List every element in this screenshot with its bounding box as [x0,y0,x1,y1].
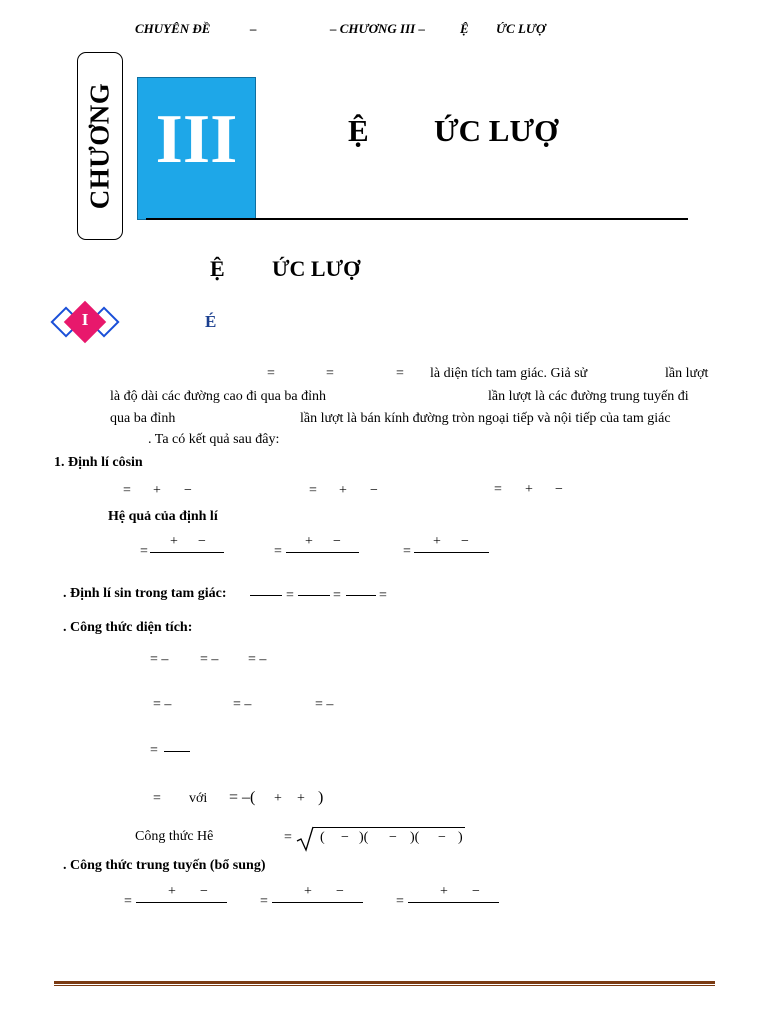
corollary-1-plus: + [170,534,178,549]
area-row2-c: = – [315,697,334,712]
chapter-title-underline [146,218,688,220]
intro-eq-2: = [326,366,334,381]
area-row3-eq: = [150,743,158,758]
intro-line2-a: là độ dài các đường cao đi qua ba đỉnh [110,389,326,404]
area-heading: . Công thức diện tích: [63,620,193,635]
corollary-2-plus: + [305,534,313,549]
sine-fraction-bar-1 [250,595,282,596]
heron-label: Công thức Hê [135,829,214,844]
cosine-eq3-minus: − [555,482,563,497]
median-1-fraction-bar [136,902,227,903]
corollary-2-eq: = [274,544,282,559]
sine-eq-1: = [286,588,294,603]
median-1-eq: = [124,894,132,909]
sine-eq-2: = [333,588,341,603]
corollary-1-eq: = [140,544,148,559]
header-topic-b: ỨC LƯỢ [496,21,546,36]
heron-minus-2: − [389,830,397,845]
area-row4-plus-1: + [274,791,282,806]
section-title-a: Ệ [210,256,225,281]
area-row1-b: = – [200,652,219,667]
intro-line3-b: lần lượt là bán kính đường tròn ngoại tiếp và nội tiếp của tam giác [300,411,671,426]
area-row1-a: = – [150,652,169,667]
header-dash: – [250,21,257,36]
section-badge-label: I [81,310,89,329]
heron-mid-1: )( [359,830,369,845]
heron-close: ) [458,830,463,845]
cosine-eq2-plus: + [339,483,347,498]
median-2-plus: + [304,884,312,899]
area-row4-plus-2: + [297,791,305,806]
footer-rule-thin [54,985,715,986]
cosine-eq3-plus: + [525,482,533,497]
cosine-eq3-eq: = [494,482,502,497]
corollary-2-minus: − [333,534,341,549]
area-row1-c: = – [248,652,267,667]
intro-line3-a: qua ba đỉnh [110,411,176,426]
sine-eq-3: = [379,588,387,603]
corollary-3-eq: = [403,544,411,559]
chapter-number: III [155,101,238,178]
cosine-eq1-minus: − [184,483,192,498]
cosine-eq2-eq: = [309,483,317,498]
median-heading: . Công thức trung tuyến (bổ sung) [63,858,266,873]
area-row2-b: = – [233,697,252,712]
median-2-minus: − [336,884,344,899]
area-row4-close: ) [318,789,324,806]
chapter-label: CHƯƠNG [84,82,115,210]
heron-eq: = [284,830,292,845]
intro-eq-3: = [396,366,404,381]
corollary-1-minus: − [198,534,206,549]
sine-fraction-bar-2 [298,595,330,596]
corollary-1-fraction-bar [150,552,224,553]
median-1-minus: − [200,884,208,899]
sqrt-overline [313,827,465,828]
intro-line1-b: lần lượt [665,366,709,381]
median-1-plus: + [168,884,176,899]
cosine-eq1-plus: + [153,483,161,498]
area-row4-eq: = [153,791,161,806]
median-3-fraction-bar [408,902,499,903]
corollary-3-minus: − [461,534,469,549]
heron-minus-1: − [341,830,349,845]
median-2-fraction-bar [272,902,363,903]
chapter-title-a: Ệ [348,113,369,148]
header-topic-a: Ệ [460,21,469,36]
section-heading: É [205,312,217,331]
header-chapter: – CHƯƠNG III – [330,21,425,36]
sqrt-sign-icon [296,826,316,852]
corollary-2-fraction-bar [286,552,359,553]
intro-line2-b: lần lượt là các đường trung tuyến đi [488,389,689,404]
footer-rule-thick [54,981,715,984]
median-3-plus: + [440,884,448,899]
area-row3-fraction-bar [164,751,190,752]
sine-fraction-bar-3 [346,595,376,596]
heron-minus-3: − [438,830,446,845]
header-title: CHUYÊN ĐỀ [135,21,211,36]
corollary-3-plus: + [433,534,441,549]
heron-mid-2: )( [410,830,420,845]
area-row4-p-def: = –( [229,789,256,806]
cosine-eq1-eq: = [123,483,131,498]
cosine-heading: 1. Định lí côsin [54,455,143,470]
area-row2-a: = – [153,697,172,712]
median-3-eq: = [396,894,404,909]
intro-line4: . Ta có kết quả sau đây: [148,432,280,447]
area-row4-with: với [189,791,208,806]
intro-eq-1: = [267,366,275,381]
sine-heading: . Định lí sin trong tam giác: [63,586,227,601]
median-3-minus: − [472,884,480,899]
cosine-eq2-minus: − [370,483,378,498]
corollary-3-fraction-bar [414,552,489,553]
section-title-b: ỨC LƯỢ [272,256,361,281]
intro-line1-a: là diện tích tam giác. Giả sử [430,366,588,381]
chapter-title-b: ỨC LƯỢ [434,113,559,148]
heron-open: ( [320,830,325,845]
cosine-corollary-heading: Hệ quả của định lí [108,509,218,524]
median-2-eq: = [260,894,268,909]
